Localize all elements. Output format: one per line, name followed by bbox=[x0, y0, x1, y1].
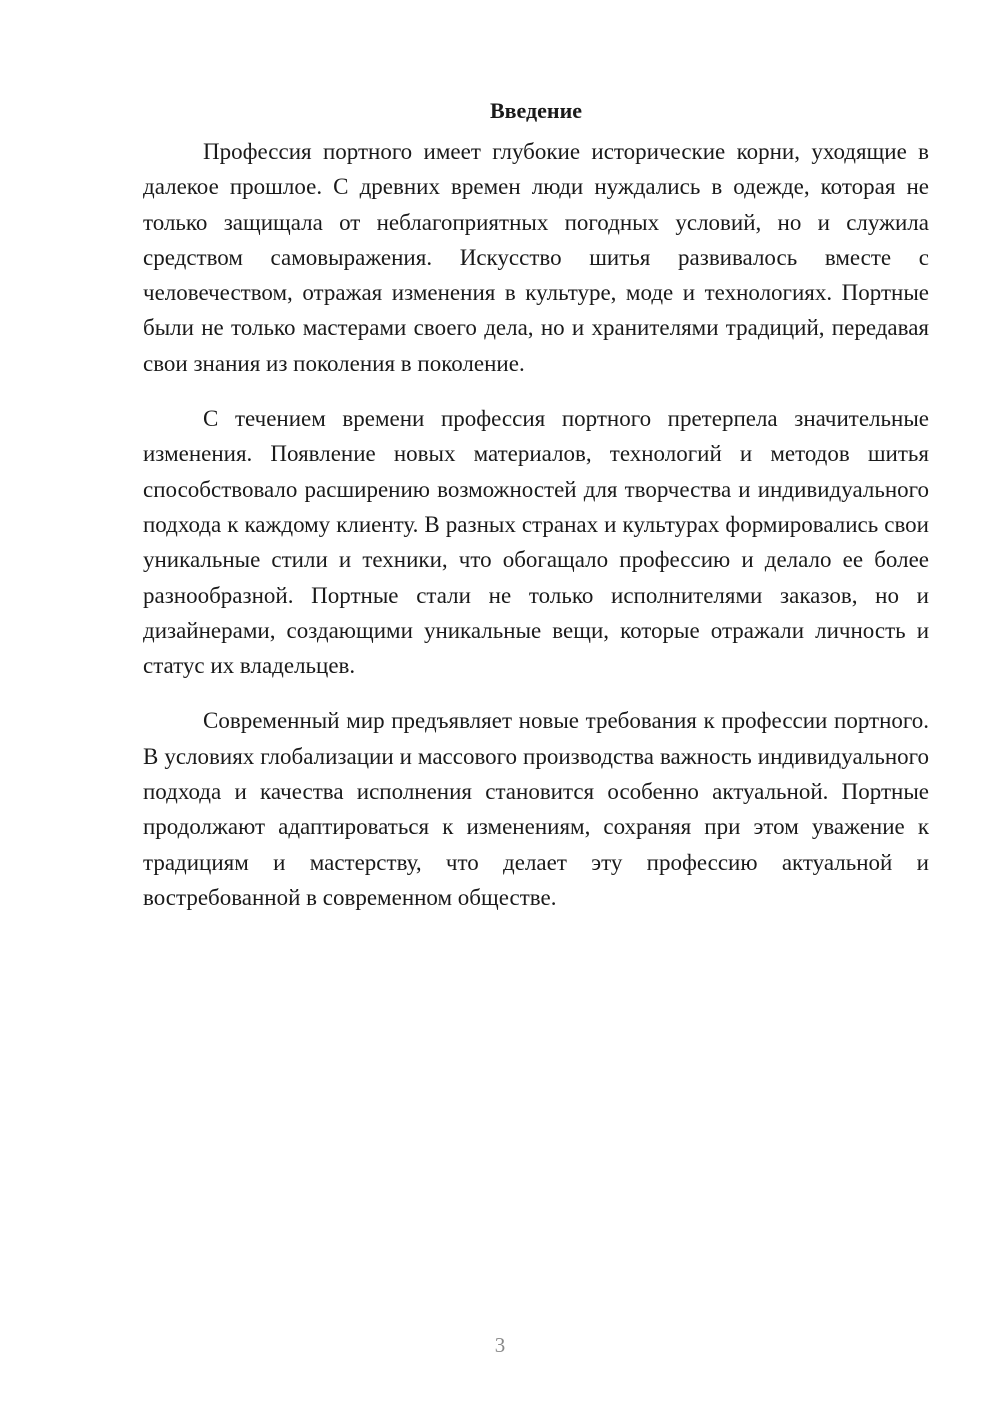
section-heading: Введение bbox=[489, 98, 583, 123]
page-number: 3 bbox=[494, 1333, 506, 1357]
paragraph-1: Профессия портного имеет глубокие исторические корни, уходящие в далекое прошлое. С древних времен люди нуждались в одежде, которая не только защищала от неблагоприятных погодных условий, но и служила средством самовыражения. Искусство шитья развивалось вместе с человечеством, отражая изменения в культуре, моде и технологиях. Портные были не только мастерами своего дела, но и хранителями традиций, передавая свои знания из поколения в поколение. bbox=[143, 139, 929, 376]
paragraph-3: Современный мир предъявляет новые требования к профессии портного. В условиях глобализации и массового производства важность индивидуального подхода и качества исполнения становится особенно актуальной. Портные продолжают адаптироваться к изменениям, сохраняя при этом уважение к традициям и мастерству, что делает эту профессию актуальной и востребованной в современном обществе. bbox=[143, 708, 929, 910]
paragraph-2: С течением времени профессия портного претерпела значительные изменения. Появление новых материалов, технологий и методов шитья способствовало расширению возможностей для творчества и индивидуального подхода к каждому клиенту. В разных странах и культурах формировались свои уникальные стили и техники, что обогащало профессию и делало ее более разнообразной. Портные стали не только исполнителями заказов, но и дизайнерами, создающими уникальные вещи, которые отражали личность и статус их владельцев. bbox=[143, 406, 929, 679]
page-content bbox=[143, 96, 929, 935]
